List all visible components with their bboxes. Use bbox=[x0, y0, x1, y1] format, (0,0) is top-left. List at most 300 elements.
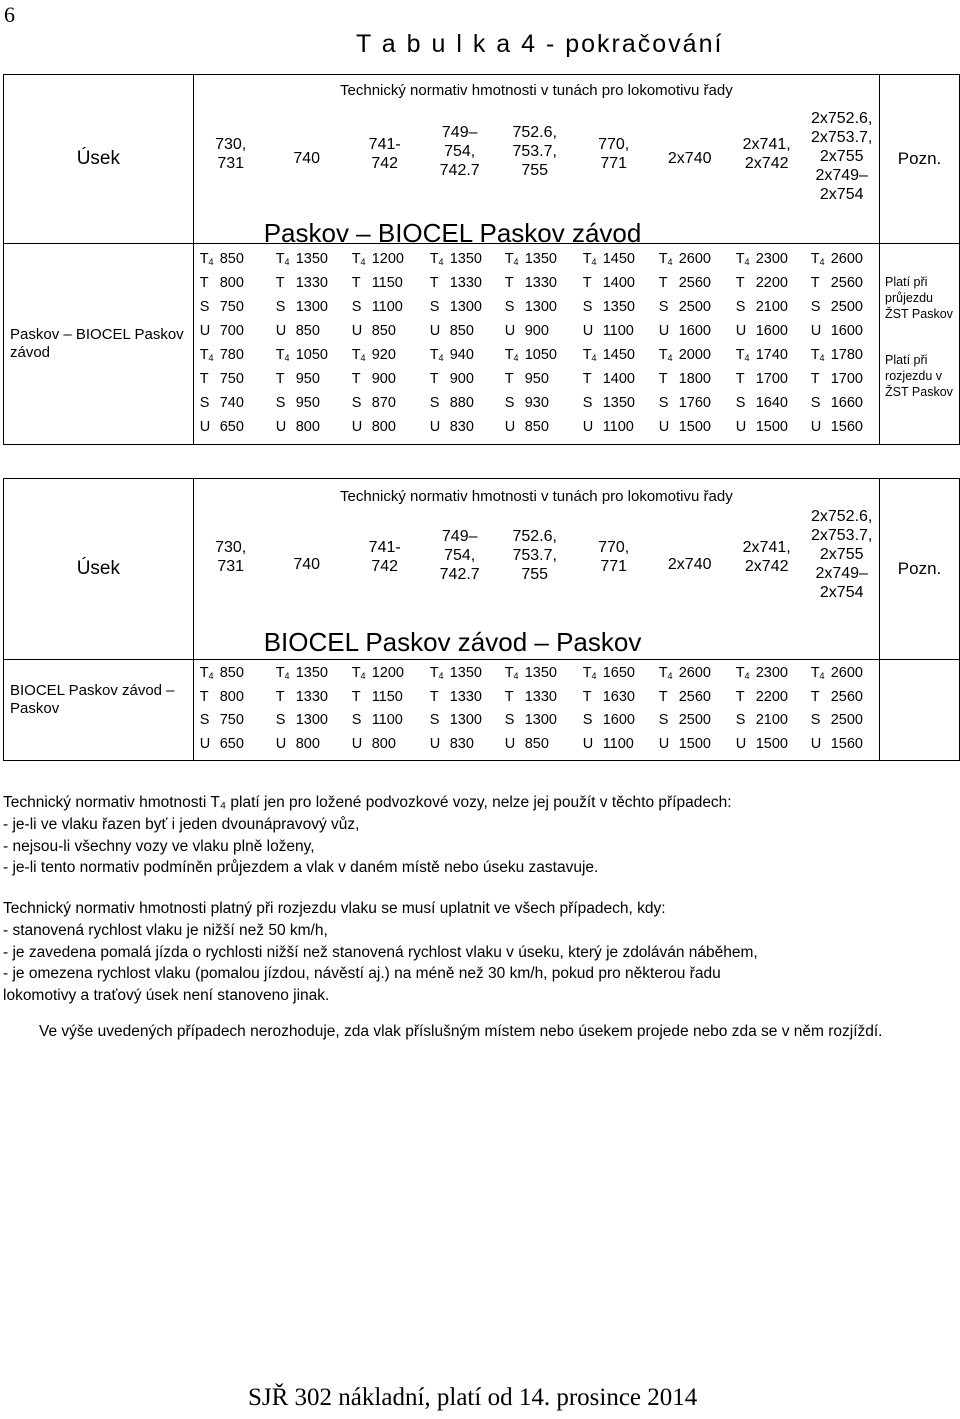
value-cell bbox=[736, 686, 788, 709]
value-cell bbox=[659, 686, 711, 709]
value-cell bbox=[505, 733, 549, 756]
value-type: U bbox=[810, 419, 822, 435]
value-type: T bbox=[199, 371, 209, 387]
value-cell bbox=[276, 686, 328, 709]
value-cell bbox=[200, 272, 244, 295]
value-type: S bbox=[351, 299, 362, 315]
value-type: U bbox=[735, 735, 747, 752]
paragraph-rozjezd-conditions bbox=[3, 898, 758, 1007]
value-number: 2500 bbox=[830, 712, 863, 728]
value-cell bbox=[811, 272, 863, 295]
value-number: 800 bbox=[295, 735, 320, 752]
value-type: T bbox=[582, 688, 592, 705]
value-type: T bbox=[582, 371, 592, 387]
value-type: S bbox=[429, 299, 440, 315]
value-type-subscript: 4 bbox=[591, 671, 597, 681]
value-number: 1740 bbox=[755, 347, 788, 363]
value-cell bbox=[736, 662, 788, 688]
value-cell bbox=[505, 248, 557, 274]
value-type: U bbox=[275, 735, 287, 752]
value-cell bbox=[583, 296, 635, 319]
value-number: 1100 bbox=[602, 323, 634, 339]
value-type: $T_4$ bbox=[810, 251, 825, 267]
value-type: T bbox=[658, 275, 668, 291]
value-cell bbox=[276, 272, 328, 295]
value-number: 2600 bbox=[678, 251, 711, 267]
line: - nejsou-li všechny vozy ve vlaku plně loženy, bbox=[3, 837, 315, 855]
value-number: 1800 bbox=[678, 371, 711, 387]
value-type: $T_4$ bbox=[810, 665, 825, 681]
value-type-subscript: 4 bbox=[438, 353, 444, 363]
value-type-subscript: 4 bbox=[360, 257, 366, 267]
value-type: T bbox=[582, 275, 592, 291]
value-number: 830 bbox=[449, 735, 474, 752]
value-type: T bbox=[735, 275, 745, 291]
table-row bbox=[194, 344, 879, 367]
value-type: $T_4$ bbox=[429, 347, 444, 363]
value-type: S bbox=[810, 712, 821, 728]
value-cell bbox=[736, 296, 788, 319]
value-number: 1330 bbox=[524, 688, 557, 705]
series-header: 770, 771 bbox=[598, 539, 630, 575]
value-cell bbox=[505, 392, 549, 415]
value-type: T bbox=[735, 688, 745, 705]
value-cell bbox=[200, 709, 244, 732]
normativ-caption: Technický normativ hmotnosti v tunách pro lokomotivu řady bbox=[340, 82, 733, 99]
value-type-subscript: 4 bbox=[513, 353, 519, 363]
table-row bbox=[194, 662, 879, 685]
value-type: $T_4$ bbox=[275, 251, 290, 267]
value-type: T bbox=[429, 688, 439, 705]
value-type: S bbox=[735, 395, 746, 411]
value-type: U bbox=[429, 323, 441, 339]
value-number: 2560 bbox=[830, 275, 863, 291]
value-cell bbox=[736, 733, 788, 756]
notes-cell bbox=[880, 244, 960, 445]
line: - je omezena rychlost vlaku (pomalou jízdou, návěstí aj.) na méně než 30 km/h, pokud pro některou řadu bbox=[3, 965, 721, 983]
value-type-subscript: 4 bbox=[591, 353, 597, 363]
value-cell bbox=[583, 320, 634, 343]
section-label: Paskov – BIOCEL Paskov závod bbox=[4, 244, 194, 445]
line: lokomotivy a traťový úsek není stanoveno jinak. bbox=[3, 987, 330, 1005]
value-type: U bbox=[351, 323, 363, 339]
value-type-subscript: 4 bbox=[284, 353, 290, 363]
value-cell bbox=[736, 248, 788, 274]
value-number: 1300 bbox=[449, 299, 482, 315]
value-cell bbox=[583, 686, 635, 709]
paragraph-t4-conditions bbox=[3, 792, 732, 879]
value-type-subscript: 4 bbox=[819, 353, 825, 363]
value-cell bbox=[811, 709, 863, 732]
value-type: U bbox=[582, 323, 594, 339]
value-number: 1330 bbox=[524, 275, 557, 291]
table-row bbox=[194, 368, 879, 391]
value-type: T bbox=[429, 371, 439, 387]
value-cell bbox=[430, 344, 474, 370]
series-header: 740 bbox=[293, 150, 321, 167]
value-cell bbox=[352, 368, 396, 391]
value-cell bbox=[200, 248, 244, 274]
value-cell bbox=[583, 248, 635, 274]
value-number: 1350 bbox=[524, 665, 557, 681]
value-cell bbox=[352, 296, 403, 319]
value-number: 650 bbox=[219, 419, 244, 435]
value-type: T bbox=[504, 371, 514, 387]
value-cell bbox=[276, 392, 320, 415]
value-number: 800 bbox=[371, 419, 396, 435]
value-type-subscript: 4 bbox=[591, 257, 597, 267]
value-number: 1150 bbox=[371, 688, 403, 705]
value-number: 950 bbox=[295, 395, 320, 411]
value-type: $T_4$ bbox=[735, 347, 750, 363]
value-cell bbox=[430, 296, 482, 319]
value-number: 1640 bbox=[755, 395, 788, 411]
value-number: 750 bbox=[219, 371, 244, 387]
value-cell bbox=[505, 416, 549, 439]
pozn-header: Pozn. bbox=[880, 75, 960, 244]
value-type: T bbox=[429, 275, 439, 291]
value-type: T bbox=[275, 371, 285, 387]
value-cell bbox=[583, 392, 635, 415]
series-header: 2x741, 2x742 bbox=[742, 136, 791, 172]
page-title: T a b u l k a 4 - pokračování bbox=[356, 30, 724, 58]
value-number: 2500 bbox=[830, 299, 863, 315]
value-number: 940 bbox=[449, 347, 474, 363]
value-number: 1500 bbox=[755, 419, 788, 435]
value-number: 850 bbox=[371, 323, 396, 339]
value-cell bbox=[659, 368, 711, 391]
value-number: 1350 bbox=[524, 251, 557, 267]
value-type: U bbox=[658, 419, 670, 435]
line: - je zavedena pomalá jízda o rychlosti nižší než stanovená rychlost vlaku v úseku, který je zdoláván náběhem, bbox=[3, 943, 758, 961]
value-number: 1650 bbox=[602, 665, 635, 681]
page-number: 6 bbox=[4, 2, 15, 27]
value-number: 850 bbox=[524, 735, 549, 752]
value-cell bbox=[659, 272, 711, 295]
value-cell bbox=[505, 296, 557, 319]
series-header: 2x740 bbox=[667, 556, 712, 573]
value-number: 1600 bbox=[678, 323, 711, 339]
value-number: 950 bbox=[295, 371, 320, 387]
value-number: 1300 bbox=[295, 299, 328, 315]
value-cell bbox=[505, 272, 557, 295]
value-cell bbox=[430, 662, 482, 688]
value-cell bbox=[505, 709, 557, 732]
footer: SJŘ 302 nákladní, platí od 14. prosince 2014 bbox=[248, 1384, 698, 1411]
value-cell bbox=[659, 662, 711, 688]
value-number: 1630 bbox=[602, 688, 635, 705]
value-number: 1100 bbox=[602, 735, 634, 752]
value-cell bbox=[200, 416, 244, 439]
value-number: 650 bbox=[219, 735, 244, 752]
value-type: S bbox=[735, 299, 746, 315]
table-paskov-biocel bbox=[3, 74, 960, 445]
value-type: S bbox=[504, 299, 515, 315]
value-type: U bbox=[429, 735, 441, 752]
value-type: U bbox=[658, 735, 670, 752]
value-cell bbox=[811, 368, 863, 391]
value-type: T bbox=[658, 371, 668, 387]
value-number: 2100 bbox=[755, 712, 788, 728]
line: - stanovená rychlost vlaku je nižší než 50 km/h, bbox=[3, 921, 328, 939]
value-number: 900 bbox=[524, 323, 549, 339]
value-number: 900 bbox=[371, 371, 396, 387]
value-cell bbox=[811, 344, 863, 370]
value-number: 1300 bbox=[449, 712, 482, 728]
value-number: 2100 bbox=[755, 299, 788, 315]
value-number: 1500 bbox=[755, 735, 788, 752]
value-cell bbox=[430, 272, 482, 295]
value-type: S bbox=[504, 712, 515, 728]
value-type: T bbox=[275, 688, 285, 705]
value-number: 2300 bbox=[755, 665, 788, 681]
value-type: T bbox=[658, 688, 668, 705]
note-rozjezd: Platí při rozjezdu v ŽST Paskov bbox=[885, 353, 953, 399]
value-type: U bbox=[275, 419, 287, 435]
value-cell bbox=[352, 686, 403, 709]
normativ-caption: Technický normativ hmotnosti v tunách pro lokomotivu řady bbox=[340, 488, 733, 505]
value-type: S bbox=[199, 712, 210, 728]
value-type: U bbox=[199, 323, 211, 339]
value-type-subscript: 4 bbox=[513, 671, 519, 681]
value-cell bbox=[811, 296, 863, 319]
value-type: T bbox=[199, 688, 209, 705]
value-type: $T_4$ bbox=[658, 251, 673, 267]
value-type-subscript: 4 bbox=[208, 671, 214, 681]
value-number: 850 bbox=[524, 419, 549, 435]
value-number: 800 bbox=[371, 735, 396, 752]
value-cell bbox=[352, 733, 396, 756]
value-number: 1500 bbox=[678, 419, 711, 435]
value-cell bbox=[276, 368, 320, 391]
value-cell bbox=[583, 272, 635, 295]
value-type: $T_4$ bbox=[429, 665, 444, 681]
value-number: 2200 bbox=[755, 688, 788, 705]
value-cell bbox=[430, 686, 482, 709]
value-cell bbox=[200, 344, 244, 370]
value-type: $T_4$ bbox=[351, 251, 366, 267]
value-number: 1330 bbox=[449, 275, 482, 291]
value-cell bbox=[736, 416, 788, 439]
series-header: 752.6, 753.7, 755 bbox=[512, 124, 557, 179]
value-type: $T_4$ bbox=[582, 347, 597, 363]
values-cell bbox=[193, 660, 879, 761]
value-cell bbox=[811, 320, 863, 343]
value-type: U bbox=[504, 323, 516, 339]
value-cell bbox=[505, 368, 549, 391]
value-type: $T_4$ bbox=[582, 251, 597, 267]
table-row bbox=[194, 709, 879, 732]
value-type: S bbox=[351, 712, 362, 728]
series-header-cell bbox=[193, 75, 879, 248]
value-cell bbox=[583, 662, 635, 688]
value-cell bbox=[659, 709, 711, 732]
value-type: S bbox=[275, 299, 286, 315]
value-type: T bbox=[351, 275, 361, 291]
table-row bbox=[194, 296, 879, 319]
line: - je-li ve vlaku řazen byť i jeden dvounápravový vůz, bbox=[3, 815, 360, 833]
value-type: $T_4$ bbox=[351, 665, 366, 681]
value-type-subscript: 4 bbox=[360, 353, 366, 363]
series-header-cell bbox=[193, 479, 879, 660]
value-cell bbox=[659, 392, 711, 415]
value-cell bbox=[811, 686, 863, 709]
value-number: 930 bbox=[524, 395, 549, 411]
value-number: 950 bbox=[524, 371, 549, 387]
useku-header: Úsek bbox=[4, 75, 194, 244]
value-number: 750 bbox=[219, 299, 244, 315]
value-cell bbox=[352, 392, 396, 415]
value-type: S bbox=[658, 299, 669, 315]
value-type: U bbox=[810, 735, 822, 752]
value-type-subscript: 4 bbox=[360, 671, 366, 681]
value-cell bbox=[276, 662, 328, 688]
value-cell bbox=[276, 248, 328, 274]
value-number: 1350 bbox=[449, 665, 482, 681]
value-type: $T_4$ bbox=[735, 665, 750, 681]
value-type: T bbox=[199, 275, 209, 291]
value-type: $T_4$ bbox=[735, 251, 750, 267]
value-number: 1200 bbox=[371, 251, 404, 267]
value-cell bbox=[736, 368, 788, 391]
value-type: $T_4$ bbox=[199, 665, 214, 681]
value-type: $T_4$ bbox=[658, 347, 673, 363]
value-cell bbox=[200, 662, 244, 688]
value-number: 1400 bbox=[602, 371, 635, 387]
value-cell bbox=[430, 416, 474, 439]
table-row bbox=[194, 248, 879, 271]
value-type-subscript: 4 bbox=[438, 671, 444, 681]
value-cell bbox=[352, 344, 396, 370]
value-type: $T_4$ bbox=[275, 665, 290, 681]
series-header: 752.6, 753.7, 755 bbox=[512, 528, 557, 583]
value-cell bbox=[200, 686, 244, 709]
table-row bbox=[194, 272, 879, 295]
value-type: S bbox=[810, 299, 821, 315]
value-cell bbox=[811, 733, 863, 756]
value-number: 1500 bbox=[678, 735, 711, 752]
line: - je-li tento normativ podmíněn průjezdem a vlak v daném místě nebo úseku zastavuje. bbox=[3, 859, 599, 877]
value-number: 850 bbox=[295, 323, 320, 339]
value-cell bbox=[352, 416, 396, 439]
value-number: 750 bbox=[219, 712, 244, 728]
value-type: $T_4$ bbox=[504, 665, 519, 681]
value-type: T bbox=[735, 371, 745, 387]
section-label: BIOCEL Paskov závod – Paskov bbox=[4, 660, 194, 761]
value-number: 900 bbox=[449, 371, 474, 387]
series-header: 2x752.6, 2x753.7, 2x755 2x749– 2x754 bbox=[810, 110, 873, 203]
value-type-subscript: 4 bbox=[819, 257, 825, 267]
value-type: U bbox=[275, 323, 287, 339]
value-type-subscript: 4 bbox=[284, 671, 290, 681]
value-type: U bbox=[582, 735, 594, 752]
value-type: $T_4$ bbox=[658, 665, 673, 681]
value-number: 1100 bbox=[371, 299, 403, 315]
value-number: 2600 bbox=[678, 665, 711, 681]
value-cell bbox=[200, 392, 244, 415]
value-type: T bbox=[810, 275, 820, 291]
series-header: 2x752.6, 2x753.7, 2x755 2x749– 2x754 bbox=[810, 508, 873, 601]
series-header: 730, 731 bbox=[215, 539, 247, 575]
value-type-subscript: 4 bbox=[744, 257, 750, 267]
value-type: S bbox=[429, 712, 440, 728]
section-title: Paskov – BIOCEL Paskov závod bbox=[263, 218, 642, 248]
value-type: T bbox=[275, 275, 285, 291]
series-header: 2x740 bbox=[667, 150, 712, 167]
value-type-subscript: 4 bbox=[667, 671, 673, 681]
value-type: T bbox=[810, 688, 820, 705]
value-type: U bbox=[810, 323, 822, 339]
notes-cell bbox=[880, 660, 960, 761]
value-number: 1300 bbox=[524, 299, 557, 315]
value-number: 880 bbox=[449, 395, 474, 411]
value-type-subscript: 4 bbox=[744, 353, 750, 363]
value-number: 830 bbox=[449, 419, 474, 435]
value-type: U bbox=[735, 419, 747, 435]
value-number: 1780 bbox=[830, 347, 863, 363]
line: Technický normativ hmotnosti platný při rozjezdu vlaku se musí uplatnit ve všech případech, kdy: bbox=[3, 900, 666, 917]
value-cell bbox=[352, 320, 396, 343]
value-number: 740 bbox=[219, 395, 244, 411]
value-cell bbox=[276, 416, 320, 439]
value-number: 1600 bbox=[830, 323, 863, 339]
value-number: 1350 bbox=[295, 251, 328, 267]
value-number: 2300 bbox=[755, 251, 788, 267]
series-header: 749– 754, 742.7 bbox=[439, 528, 480, 583]
value-type: U bbox=[351, 735, 363, 752]
value-type: $T_4$ bbox=[351, 347, 366, 363]
value-type-subscript: 4 bbox=[438, 257, 444, 267]
value-cell bbox=[430, 368, 474, 391]
value-cell bbox=[352, 272, 403, 295]
value-cell bbox=[505, 662, 557, 688]
value-type-subscript: 4 bbox=[667, 257, 673, 267]
value-cell bbox=[659, 248, 711, 274]
value-number: 920 bbox=[371, 347, 396, 363]
value-number: 780 bbox=[219, 347, 244, 363]
value-cell bbox=[276, 709, 328, 732]
value-type: S bbox=[275, 395, 286, 411]
value-cell bbox=[505, 320, 549, 343]
value-type: S bbox=[429, 395, 440, 411]
value-number: 1400 bbox=[602, 275, 635, 291]
value-number: 1350 bbox=[602, 299, 635, 315]
value-number: 800 bbox=[295, 419, 320, 435]
table-row bbox=[194, 320, 879, 343]
value-cell bbox=[200, 733, 244, 756]
value-cell bbox=[811, 248, 863, 274]
series-header: 749– 754, 742.7 bbox=[439, 124, 480, 179]
value-number: 2500 bbox=[678, 299, 711, 315]
value-number: 850 bbox=[449, 323, 474, 339]
value-cell bbox=[583, 709, 635, 732]
value-cell bbox=[430, 248, 482, 274]
table-row bbox=[194, 416, 879, 439]
series-header: 741- 742 bbox=[368, 136, 401, 172]
series-header: 770, 771 bbox=[598, 136, 630, 172]
value-type: U bbox=[504, 419, 516, 435]
value-type-subscript: 4 bbox=[284, 257, 290, 267]
value-cell bbox=[811, 416, 863, 439]
value-number: 1300 bbox=[524, 712, 557, 728]
table-row bbox=[194, 392, 879, 415]
value-type: S bbox=[810, 395, 821, 411]
value-type: $T_4$ bbox=[429, 251, 444, 267]
value-number: 1350 bbox=[295, 665, 328, 681]
value-number: 800 bbox=[219, 688, 244, 705]
pozn-header: Pozn. bbox=[880, 479, 960, 660]
value-cell bbox=[583, 416, 634, 439]
